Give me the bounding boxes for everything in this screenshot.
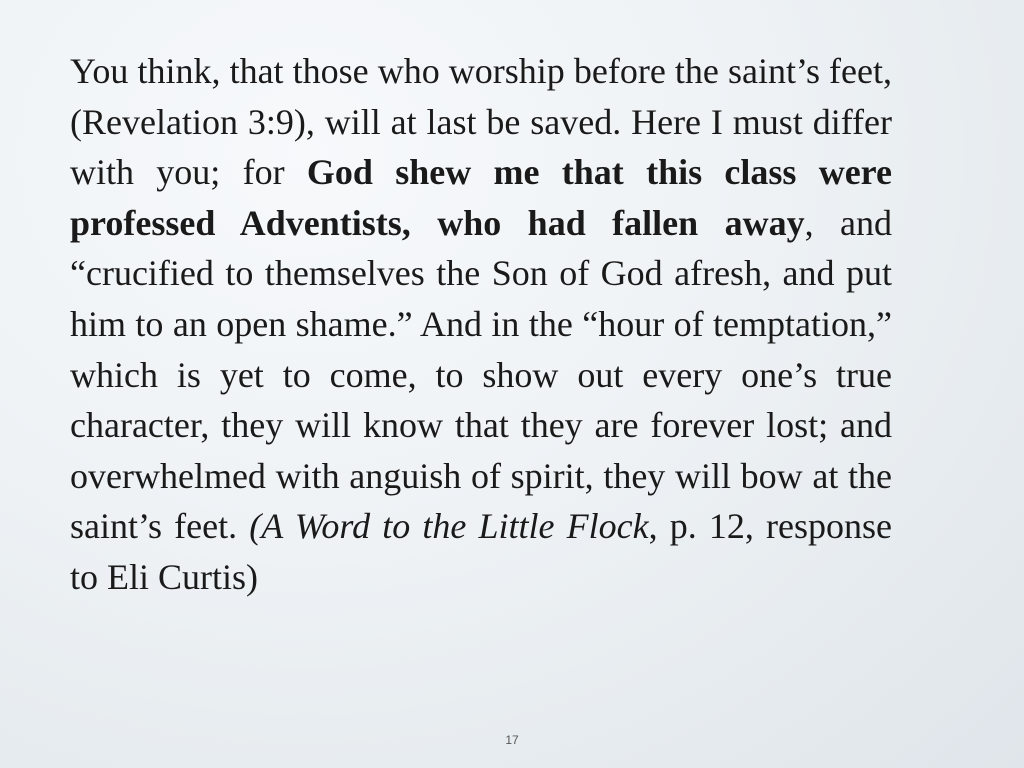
quote-paragraph [70,46,892,603]
quote-text-intro: You think, that those who worship before the saint’s feet, (Revelation 3:9), will at last be saved. Here I must differ with you; for [70,51,892,193]
quote-text-bold: God shew me that this class were professed Adventists, who had fallen away [70,152,892,243]
page-number: 17 [505,733,519,747]
quote-text-continuation: , and “crucified to themselves the Son of God afresh, and put him to an open shame.” And in the “hour of temptation,” which is yet to come, to show out every one’s true character, they will know that they are forever lost; and overwhelmed with anguish of spirit, they will bow at the saint’s feet. [70,202,893,547]
source-citation: , p. 12, response to Eli Curtis) [70,506,893,597]
source-title: (A Word to the Little Flock [249,506,649,547]
